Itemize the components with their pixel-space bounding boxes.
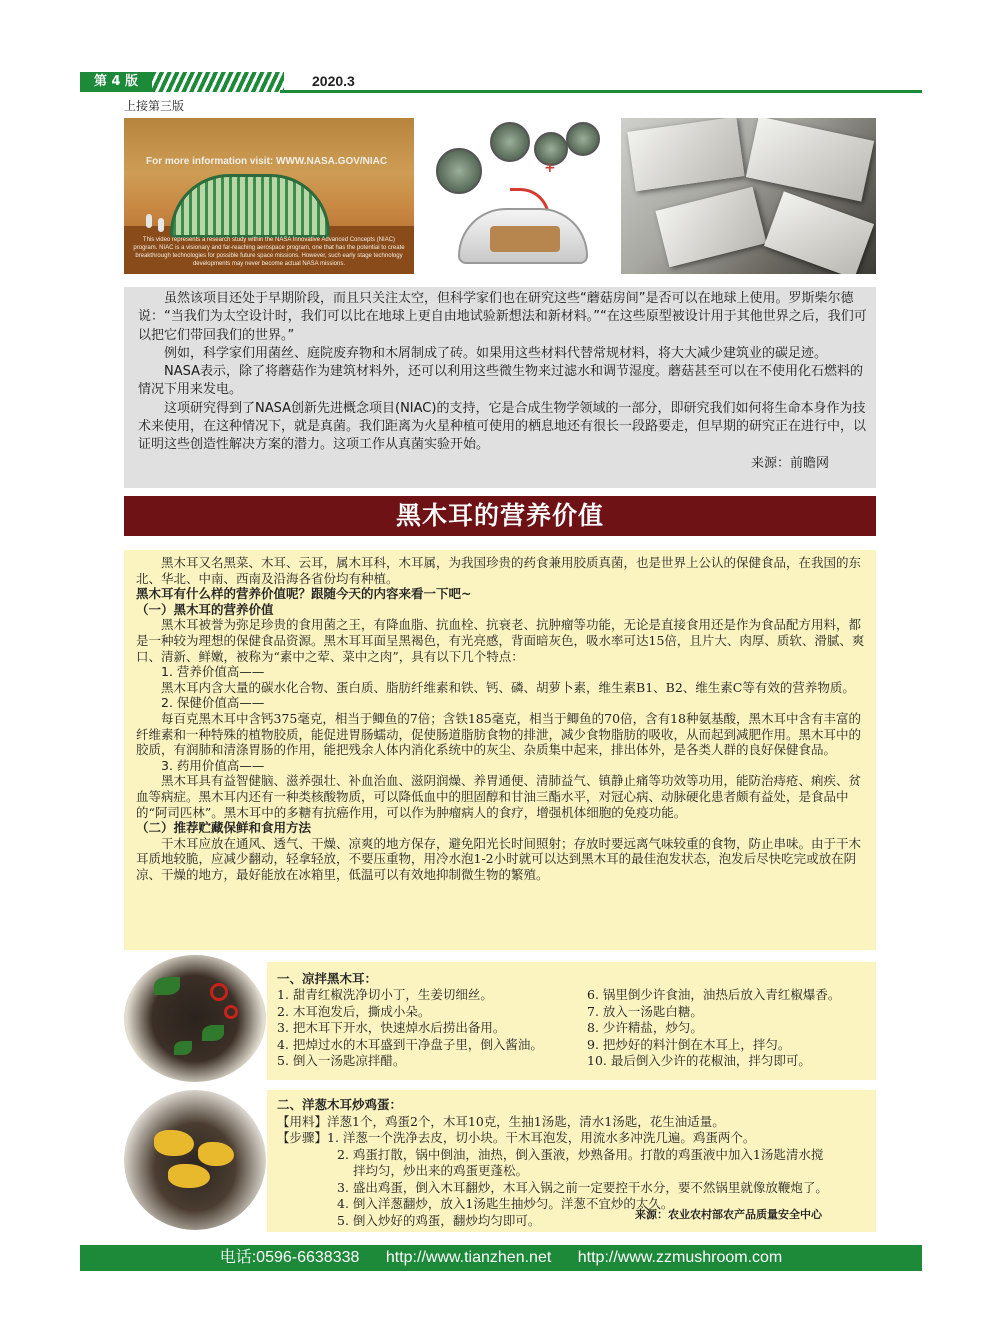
egg-piece (198, 1142, 234, 1166)
subheading: 2. 保健价值高—— (161, 695, 265, 711)
recipe-step: 5. 倒入一汤匙凉拌醋。 (277, 1053, 406, 1068)
subheading: 1. 营养价值高—— (161, 664, 265, 680)
astronaut-figure (158, 218, 164, 232)
egg-recipe (267, 1090, 876, 1232)
nasa-info-text: For more information visit: WWW.NASA.GOV/NIAC (146, 156, 388, 167)
nutrition-paragraph: 黑木耳被誉为弥足珍贵的食用菌之王，有降血脂、抗血栓、抗衰老、抗肿瘤等功能，无论是直接食用还是作为食品配方用料，都是一种较为理想的保健食品资源。黑木耳耳面呈黑褐色，有光亮感，背面暗灰色，吸水率可达15倍，且片大、肉厚、质软、滑腻、爽口、清新、鲜嫩，被称为“素中之荤、菜中之肉”，具有以下几个特点： (136, 617, 865, 664)
nutrition-paragraph: 每百克黑木耳中含钙375毫克，相当于鲫鱼的7倍；含铁185毫克，相当于鲫鱼的70倍，含有18种氨基酸，黑木耳中含有丰富的纤维素和一种特殊的植物胶质，能促进胃肠蠕动，促使肠道脂肪食物的排泄，减少食物脂肪的吸收，从而起到减肥作用。黑木耳中的胶质，有润肺和清涤胃肠的作用，能把残余人体内消化系统中的灰尘、杂质集中起来，排出体外，是各类人群的良好保健食品。 (136, 710, 862, 758)
nutrition-intro: 黑木耳又名黑菜、木耳、云耳，属木耳科，木耳属，为我国珍贵的药食兼用胶质真菌，也是世界上公认的保健食品，在我国的东北、华北、中南、西南及沿海各省份均有种植。 (136, 555, 862, 586)
recipe-step: 10. 最后倒入少许的花椒油，拌匀即可。 (587, 1053, 811, 1068)
section-heading: （二）推荐贮藏保鲜和食用方法 (136, 820, 312, 836)
recipe-step: 6. 锅里倒少许食油，油热后放入青红椒爆香。 (587, 987, 841, 1002)
habitat-interior (490, 226, 560, 252)
recipe-step: 3. 盛出鸡蛋，倒入木耳翻炒，木耳入锅之前一定要控干水分，要不然锅里就像放鞭炮了。 (337, 1179, 828, 1195)
recipe-title: 一、凉拌黑木耳： (277, 971, 378, 986)
recipe-step-continued: 拌均匀，炒出来的鸡蛋更蓬松。 (353, 1163, 529, 1178)
recipe-step: 7. 放入一汤匙白糖。 (587, 1003, 703, 1019)
nutrition-paragraph: 黑木耳内含大量的碳水化合物、蛋白质、脂肪纤维素和铁、钙、磷、胡萝卜素，维生素B1、B2、维生素C等有效的营养物质。 (161, 679, 855, 695)
footer-phone: 电话:0596-6638338 (219, 1249, 360, 1266)
salad-recipe (267, 962, 876, 1080)
recipe-step: 4. 把焯过水的木耳盛到干净盘子里，倒入酱油。 (277, 1036, 543, 1052)
continued-note: 上接第三版 (124, 99, 185, 113)
article-paragraph: NASA表示，除了将蘑菇作为建筑材料外，还可以利用这些微生物来过滤水和调节湿度。蘑菇甚至可以在不使用化石燃料的情况下用来发电。 (138, 364, 864, 398)
recipe-step: 4. 倒入洋葱翻炒，放入1汤匙生抽炒匀。洋葱不宜炒的太久。 (337, 1196, 674, 1211)
habitat-diagram-image (430, 118, 610, 274)
nutrition-title: 黑木耳的营养价值 (395, 501, 604, 530)
cilantro-leaf (174, 1041, 192, 1055)
mycelium-circle (490, 122, 530, 162)
article-paragraph: 虽然该项目还处于早期阶段，而且只关注太空，但科学家们也在研究这些“蘑菇房间”是否可以在地球上使用。罗斯柴尔德说：“当我们为太空设计时，我们可以比在地球上更自由地试验新想法和新材料。”“在这些原型被设计用于其他世界之后，我们可以把它们带回我们的世界。” (138, 291, 867, 343)
subheading: 3. 药用价值高—— (161, 757, 265, 773)
onion-egg-dish-photo (124, 1090, 266, 1230)
chili-ring (224, 1005, 238, 1019)
recipe-step: 5. 倒入炒好的鸡蛋，翻炒均匀即可。 (337, 1212, 541, 1228)
mushroom-article (124, 287, 876, 488)
nutrition-title-bar (124, 496, 876, 536)
recipe-source: 来源：农业农村部农产品质量安全中心 (635, 1208, 822, 1221)
chili-ring (210, 983, 228, 1001)
plus-icon: + (544, 160, 556, 176)
recipe-step: 1. 甜青红椒洗净切小丁，生姜切细丝。 (277, 987, 493, 1002)
habitat-dome (170, 174, 330, 238)
mycelium-bricks-image (621, 118, 876, 274)
recipe-step: 3. 把木耳下开水，快速焯水后捞出备用。 (277, 1020, 506, 1035)
cilantro-leaf (154, 977, 180, 995)
nutrition-paragraph: 干木耳应放在通风、透气、干燥、凉爽的地方保存，避免阳光长时间照射；存放时要远离气味较重的食物，防止串味。由于干木耳质地较脆，应减少翻动，轻拿轻放，不要压重物，用冷水泡1-2小时就可以达到黑木耳的最佳泡发状态，泡发后尽快吃完或放在阴凉、干燥的地方，最好能放在冰箱里，低温可以有效地抑制微生物的繁殖。 (136, 835, 862, 882)
cilantro-leaf (202, 1025, 224, 1041)
footer-link-tianzhen[interactable]: http://www.tianzhen.net (385, 1249, 552, 1266)
nutrition-paragraph: 黑木耳具有益智健脑、滋养强壮、补血治血、滋阴润燥、养胃通便、清肺益气、镇静止痛等功效等功用，能防治痔疮、痢疾、贫血等病症。黑木耳内还有一种类核酸物质，可以降低血中的胆固醇和甘油三酯水平，对冠心病、动脉硬化患者颇有益处，是食品中的“阿司匹林”。黑木耳中的多糖有抗癌作用，可以作为肿瘤病人的食疗，增强机体细胞的免疫功能。 (136, 773, 862, 820)
wood-ear-salad-photo (124, 955, 266, 1082)
issue-date: 2020.3 (312, 73, 355, 89)
egg-piece (168, 1164, 210, 1188)
article-paragraph: 这项研究得到了NASA创新先进概念项目(NIAC)的支持，它是合成生物学领域的一部分，即研究我们如何将生命本身作为技术来使用，在这种情况下，就是真菌。我们距离为火星种植可使用的栖息地还有很长一段路要走，但早期的研究正在进行中，以证明这些创造性解决方案的潜力。这项工作从真菌实验开始。 (138, 400, 867, 453)
recipe-steps-left (277, 987, 577, 1070)
astronaut-figure (146, 214, 152, 228)
recipe-step: 【步骤】1. 洋葱一个洗净去皮，切小块。干木耳泡发，用流水多冲洗几遍。鸡蛋两个。 (277, 1130, 756, 1145)
recipe-step: 2. 木耳泡发后，撕成小朵。 (277, 1003, 431, 1019)
brick (746, 118, 874, 202)
page-header (80, 68, 922, 94)
mars-habitat-image (124, 118, 414, 274)
recipe-step: 8. 少许精盐，炒匀。 (587, 1020, 703, 1035)
recipe-steps-right (587, 987, 872, 1070)
section-heading: （一）黑木耳的营养价值 (136, 601, 274, 617)
header-rule (280, 90, 922, 93)
brick (655, 187, 766, 267)
brick (627, 118, 744, 191)
nutrition-question: 黑木耳有什么样的营养价值呢？跟随今天的内容来看一下吧~ (136, 586, 472, 602)
page-footer (80, 1245, 922, 1271)
article-source: 来源：前瞻网 (750, 455, 829, 471)
recipe-step: 9. 把炒好的料汁倒在木耳上，拌匀。 (587, 1036, 791, 1052)
brick (764, 191, 874, 274)
mycelium-circle (436, 148, 482, 194)
article-paragraph: 例如，科学家们用菌丝、庭院废弃物和木屑制成了砖。如果用这些材料代替常规材料，将大大减少建筑业的碳足迹。 (164, 345, 828, 361)
header-stripes (152, 72, 284, 92)
mycelium-circle (566, 122, 600, 156)
footer-link-zzmushroom[interactable]: http://www.zzmushroom.com (577, 1249, 783, 1266)
recipe-step: 2. 鸡蛋打散，锅中倒油，油热，倒入蛋液，炒熟备用。打散的鸡蛋液中加入1汤匙清水搅 (337, 1146, 824, 1162)
page-number-label: 第 4 版 (80, 72, 152, 92)
nutrition-section (124, 550, 876, 950)
egg-piece (154, 1130, 194, 1156)
nasa-disclaimer-text: This video represents a research study within the NASA Innovative Advanced Concepts (NIAC) program. NIAC is a visionary and far-reaching aerospace program, one that has the potential to create breakthrough technologies for possible future space missions. However, such early stage technology developments may never become actual NASA missions. (133, 237, 405, 267)
recipe-title: 二、洋葱木耳炒鸡蛋： (277, 1097, 403, 1112)
recipe-ingredients: 【用料】洋葱1个，鸡蛋2个，木耳10克，生抽1汤匙，清水1汤匙，花生油适量。 (277, 1113, 725, 1129)
